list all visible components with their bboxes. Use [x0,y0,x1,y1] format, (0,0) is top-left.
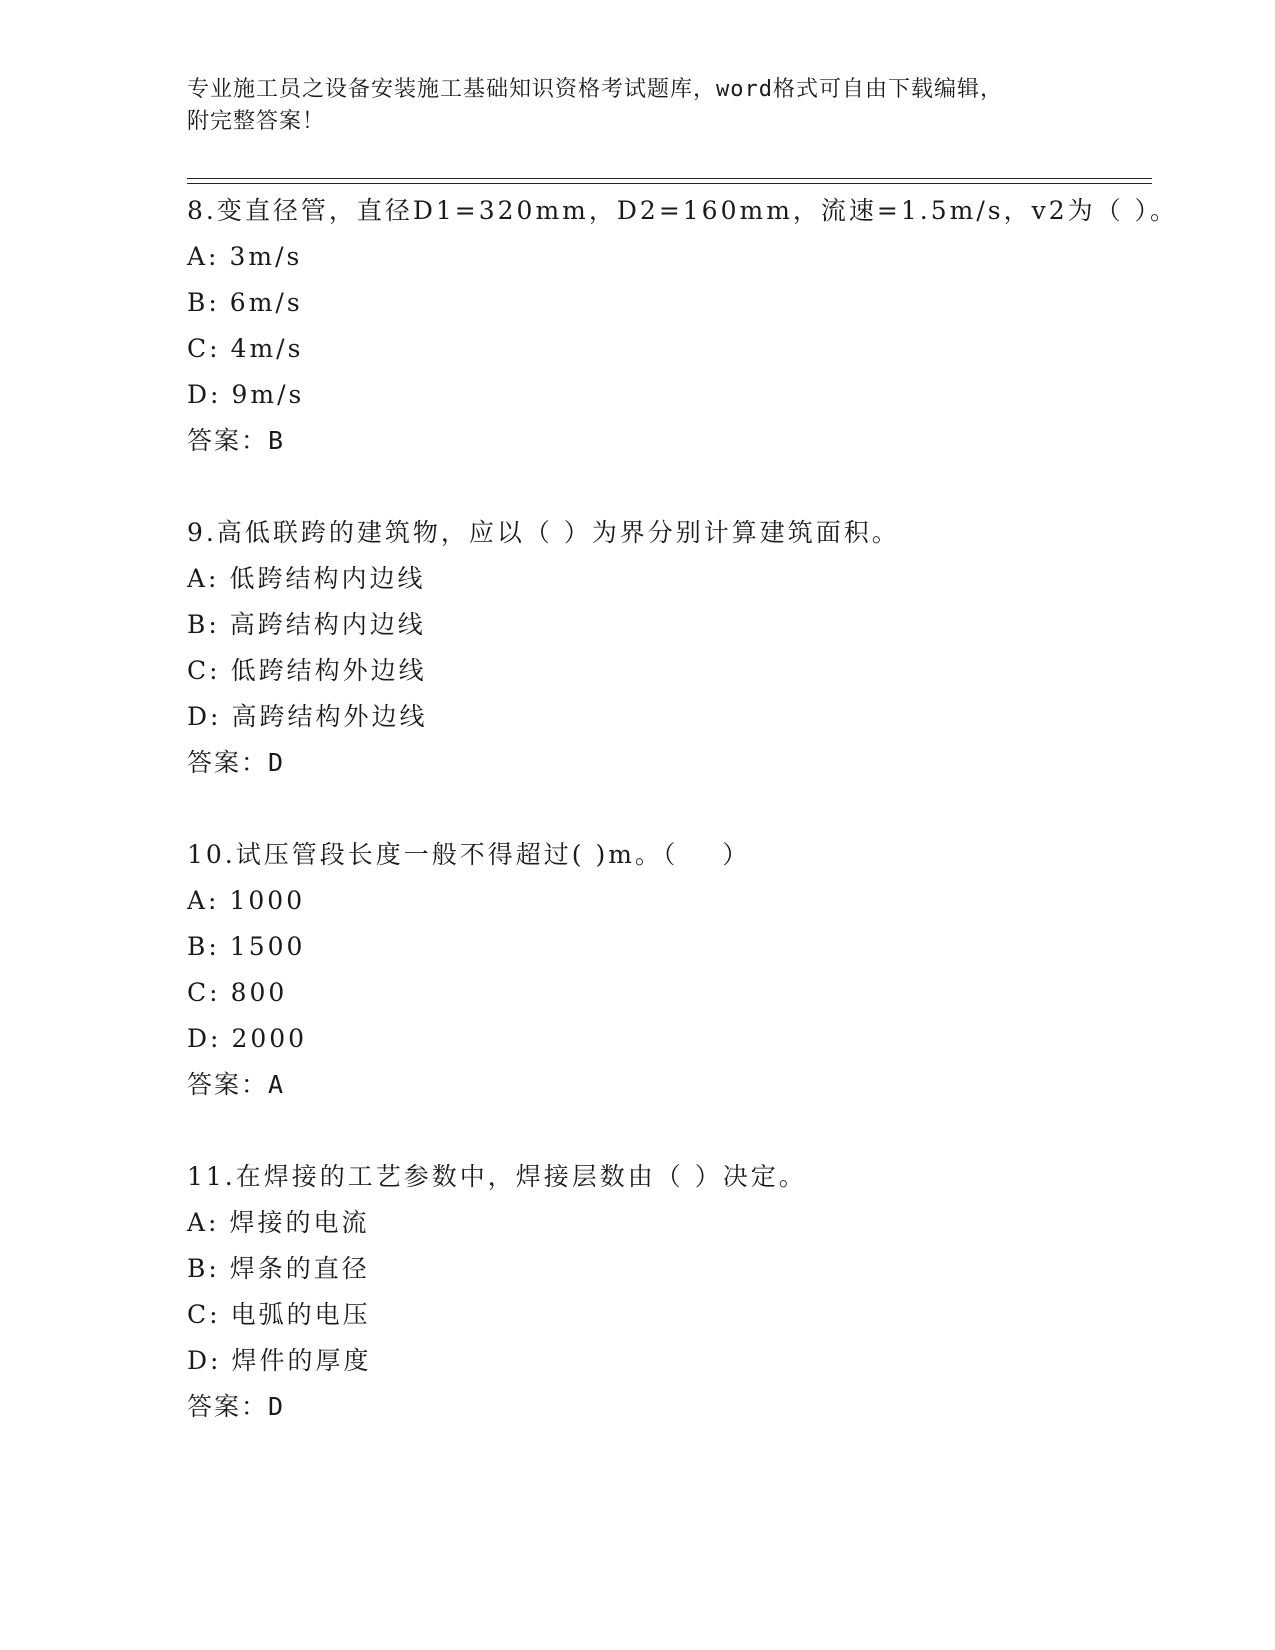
question-9 [187,510,1147,786]
option-key: B: [187,932,220,961]
option-key: C: [187,656,221,685]
option-b [187,1246,1147,1292]
option-b [187,602,1147,648]
option-key: D: [187,1346,222,1375]
answer-line [187,1384,1147,1430]
option-a [187,556,1147,602]
header-line-1: 专业施工员之设备安装施工基础知识资格考试题库，word格式可自由下载编辑， [187,77,1003,102]
option-b [187,280,1147,326]
option-d [187,694,1147,740]
option-c [187,648,1147,694]
option-text: 低跨结构内边线 [229,564,426,593]
option-a [187,1200,1147,1246]
option-d [187,372,1147,418]
answer-value: A [268,1070,286,1099]
option-a [187,878,1147,924]
question-11 [187,1154,1147,1430]
option-text: 高跨结构外边线 [231,702,428,731]
option-key: C: [187,334,221,363]
option-text: 2000 [231,1024,308,1053]
option-d [187,1016,1147,1062]
option-c [187,1292,1147,1338]
option-text: 6m/s [229,288,303,317]
option-key: A: [187,886,220,915]
question-8 [187,188,1179,464]
option-text: 800 [230,978,288,1007]
header-divider-top [187,178,1152,179]
answer-value: B [268,426,286,455]
answer-value: D [268,1392,286,1421]
option-d [187,1338,1147,1384]
answer-value: D [268,748,286,777]
header-line-2: 附完整答案！ [187,109,326,134]
question-stem: 9.高低联跨的建筑物，应以（ ）为界分别计算建筑面积。 [187,518,900,547]
option-key: A: [187,564,220,593]
option-text: 焊条的直径 [229,1254,370,1283]
answer-label: 答案： [187,748,269,777]
option-key: B: [187,1254,220,1283]
option-text: 3m/s [229,242,303,271]
option-key: D: [187,1024,222,1053]
option-key: B: [187,288,220,317]
option-text: 电弧的电压 [230,1300,371,1329]
option-b [187,924,1147,970]
option-key: C: [187,978,221,1007]
option-text: 高跨结构内边线 [229,610,426,639]
option-key: A: [187,242,220,271]
option-c [187,970,1147,1016]
option-a [187,234,1147,280]
option-c [187,326,1147,372]
answer-label: 答案： [187,1070,269,1099]
answer-line [187,418,1147,464]
option-key: A: [187,1208,220,1237]
option-text: 9m/s [231,380,305,409]
option-text: 焊接的电流 [229,1208,370,1237]
option-key: B: [187,610,220,639]
question-stem: 10.试压管段长度一般不得超过( )m。（ ） [187,840,751,869]
document-header [187,74,1087,138]
question-10 [187,832,1147,1108]
header-divider-bottom [187,183,1152,184]
option-key: D: [187,380,222,409]
option-text: 4m/s [230,334,304,363]
option-text: 1000 [229,886,306,915]
question-stem: 8.变直径管，直径D1=320mm，D2=160mm，流速=1.5m/s，v2为（ ）。 [187,196,1179,225]
answer-line [187,1062,1147,1108]
option-key: D: [187,702,222,731]
option-text: 焊件的厚度 [231,1346,372,1375]
question-stem: 11.在焊接的工艺参数中，焊接层数由（ ）决定。 [187,1162,807,1191]
answer-label: 答案： [187,426,269,455]
option-text: 低跨结构外边线 [230,656,427,685]
answer-line [187,740,1147,786]
option-text: 1500 [229,932,306,961]
answer-label: 答案： [187,1392,269,1421]
option-key: C: [187,1300,221,1329]
